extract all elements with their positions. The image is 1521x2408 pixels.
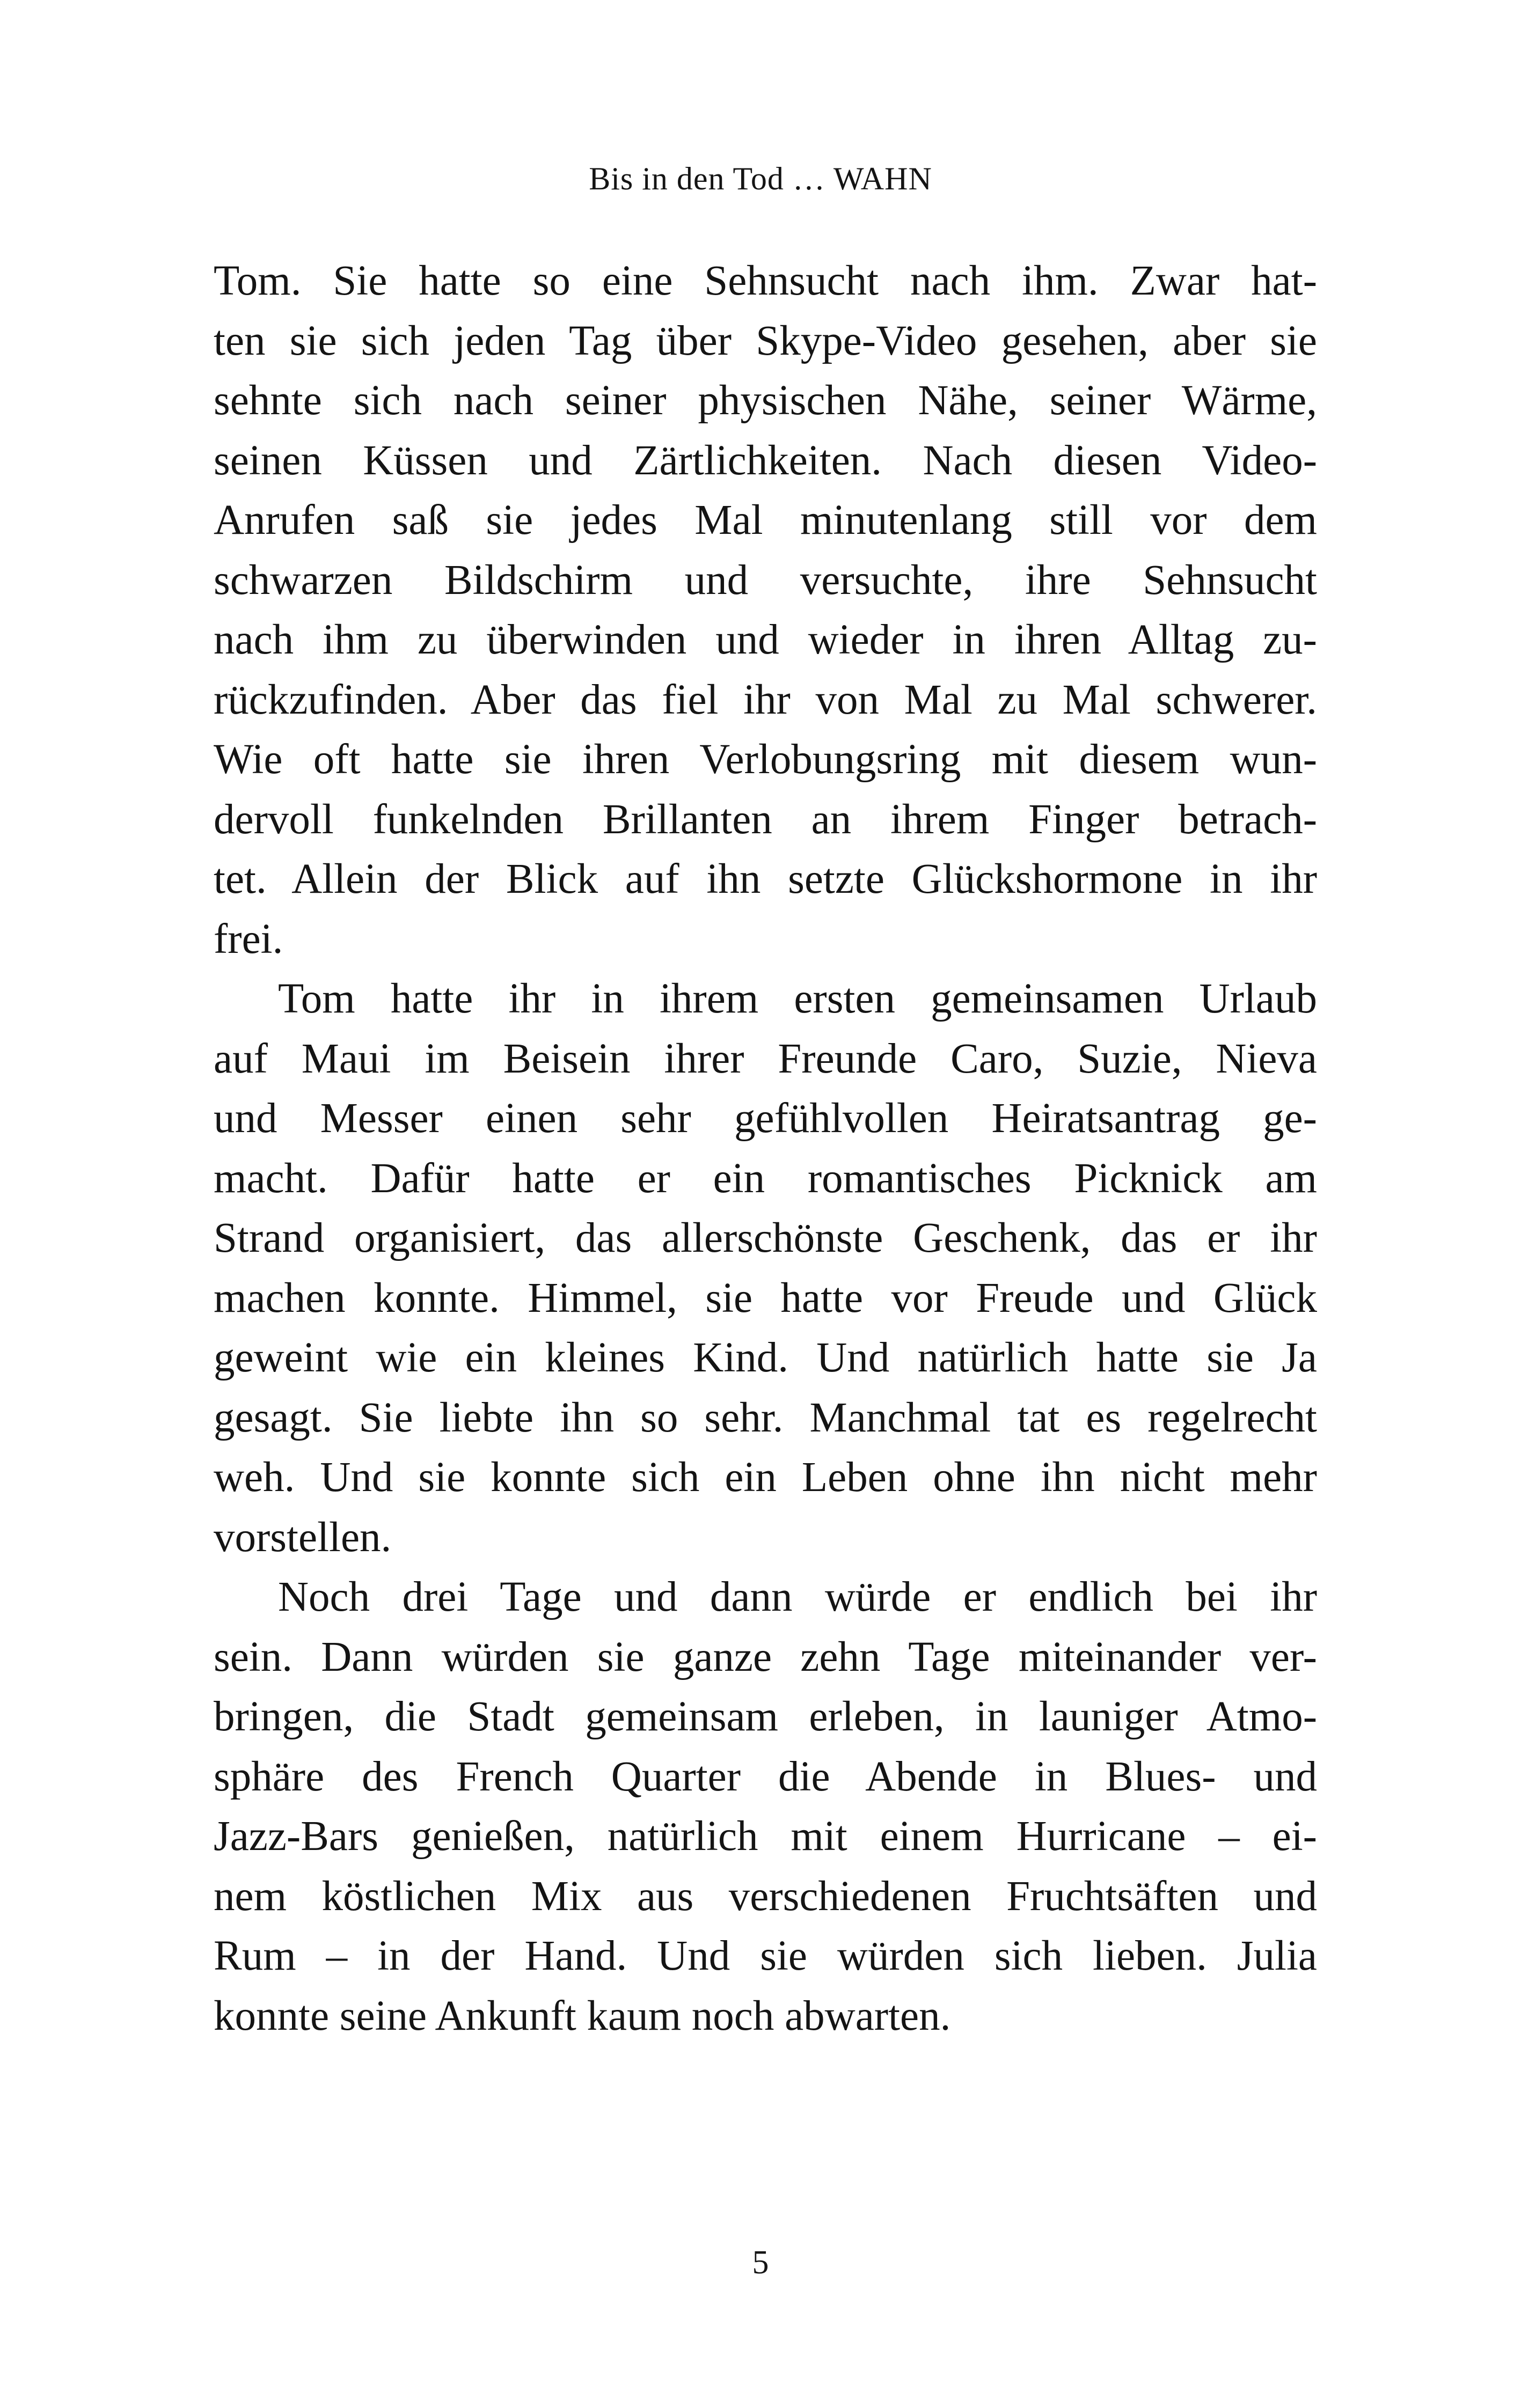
text-line: nem köstlichen Mix aus verschiedenen Fruchtsäften und bbox=[214, 1873, 1317, 1920]
text-line: dervoll funkelnden Brillanten an ihrem Finger betrach- bbox=[214, 796, 1317, 843]
text-line: Anrufen saß sie jedes Mal minutenlang still vor dem bbox=[214, 497, 1317, 544]
text-line: Tom. Sie hatte so eine Sehnsucht nach ihm. Zwar hat- bbox=[214, 258, 1317, 304]
text-line: gesagt. Sie liebte ihn so sehr. Manchmal tat es regelrecht bbox=[214, 1394, 1317, 1441]
text-line: konnte seine Ankunft kaum noch abwarten. bbox=[214, 1992, 951, 2039]
paragraph-2 bbox=[214, 969, 1317, 1567]
text-line: tet. Allein der Blick auf ihn setzte Glückshormone in ihr bbox=[214, 856, 1317, 902]
text-line: auf Maui im Beisein ihrer Freunde Caro, Suzie, Nieva bbox=[214, 1035, 1317, 1082]
text-line: vorstellen. bbox=[214, 1514, 392, 1561]
text-line: sphäre des French Quarter die Abende in Blues- und bbox=[214, 1753, 1317, 1800]
body-text bbox=[214, 251, 1317, 2046]
text-line: sehnte sich nach seiner physischen Nähe, seiner Wärme, bbox=[214, 377, 1317, 424]
text-line: seinen Küssen und Zärtlichkeiten. Nach diesen Video- bbox=[214, 437, 1317, 484]
text-line: weh. Und sie konnte sich ein Leben ohne ihn nicht mehr bbox=[214, 1454, 1317, 1501]
text-line: und Messer einen sehr gefühlvollen Heiratsantrag ge- bbox=[214, 1095, 1317, 1142]
text-line: frei. bbox=[214, 915, 283, 963]
text-line: machen konnte. Himmel, sie hatte vor Freude und Glück bbox=[214, 1274, 1317, 1322]
text-line: ten sie sich jeden Tag über Skype-Video gesehen, aber sie bbox=[214, 317, 1317, 364]
text-line: sein. Dann würden sie ganze zehn Tage miteinander ver- bbox=[214, 1633, 1317, 1680]
paragraph-1 bbox=[214, 251, 1317, 969]
text-line: Noch drei Tage und dann würde er endlich bei ihr bbox=[278, 1574, 1317, 1620]
text-line: Wie oft hatte sie ihren Verlobungsring mit diesem wun- bbox=[214, 736, 1317, 783]
text-line: nach ihm zu überwinden und wieder in ihren Alltag zu- bbox=[214, 616, 1317, 663]
paragraph-3 bbox=[214, 1567, 1317, 2046]
text-line: Tom hatte ihr in ihrem ersten gemeinsamen Urlaub bbox=[278, 975, 1317, 1022]
text-line: rückzufinden. Aber das fiel ihr von Mal zu Mal schwerer. bbox=[214, 676, 1317, 723]
text-line: Rum – in der Hand. Und sie würden sich lieben. Julia bbox=[214, 1933, 1317, 1979]
page-number: 5 bbox=[752, 2244, 769, 2281]
text-line: Jazz-Bars genießen, natürlich mit einem Hurricane – ei- bbox=[214, 1813, 1317, 1860]
text-line: Strand organisiert, das allerschönste Geschenk, das er ihr bbox=[214, 1215, 1317, 1261]
text-line: macht. Dafür hatte er ein romantisches Picknick am bbox=[214, 1155, 1317, 1202]
text-line: schwarzen Bildschirm und versuchte, ihre Sehnsucht bbox=[214, 556, 1317, 604]
running-header: Bis in den Tod … WAHN bbox=[589, 161, 932, 196]
text-line: bringen, die Stadt gemeinsam erleben, in launiger Atmo- bbox=[214, 1693, 1317, 1740]
text-line: geweint wie ein kleines Kind. Und natürlich hatte sie Ja bbox=[214, 1334, 1317, 1381]
